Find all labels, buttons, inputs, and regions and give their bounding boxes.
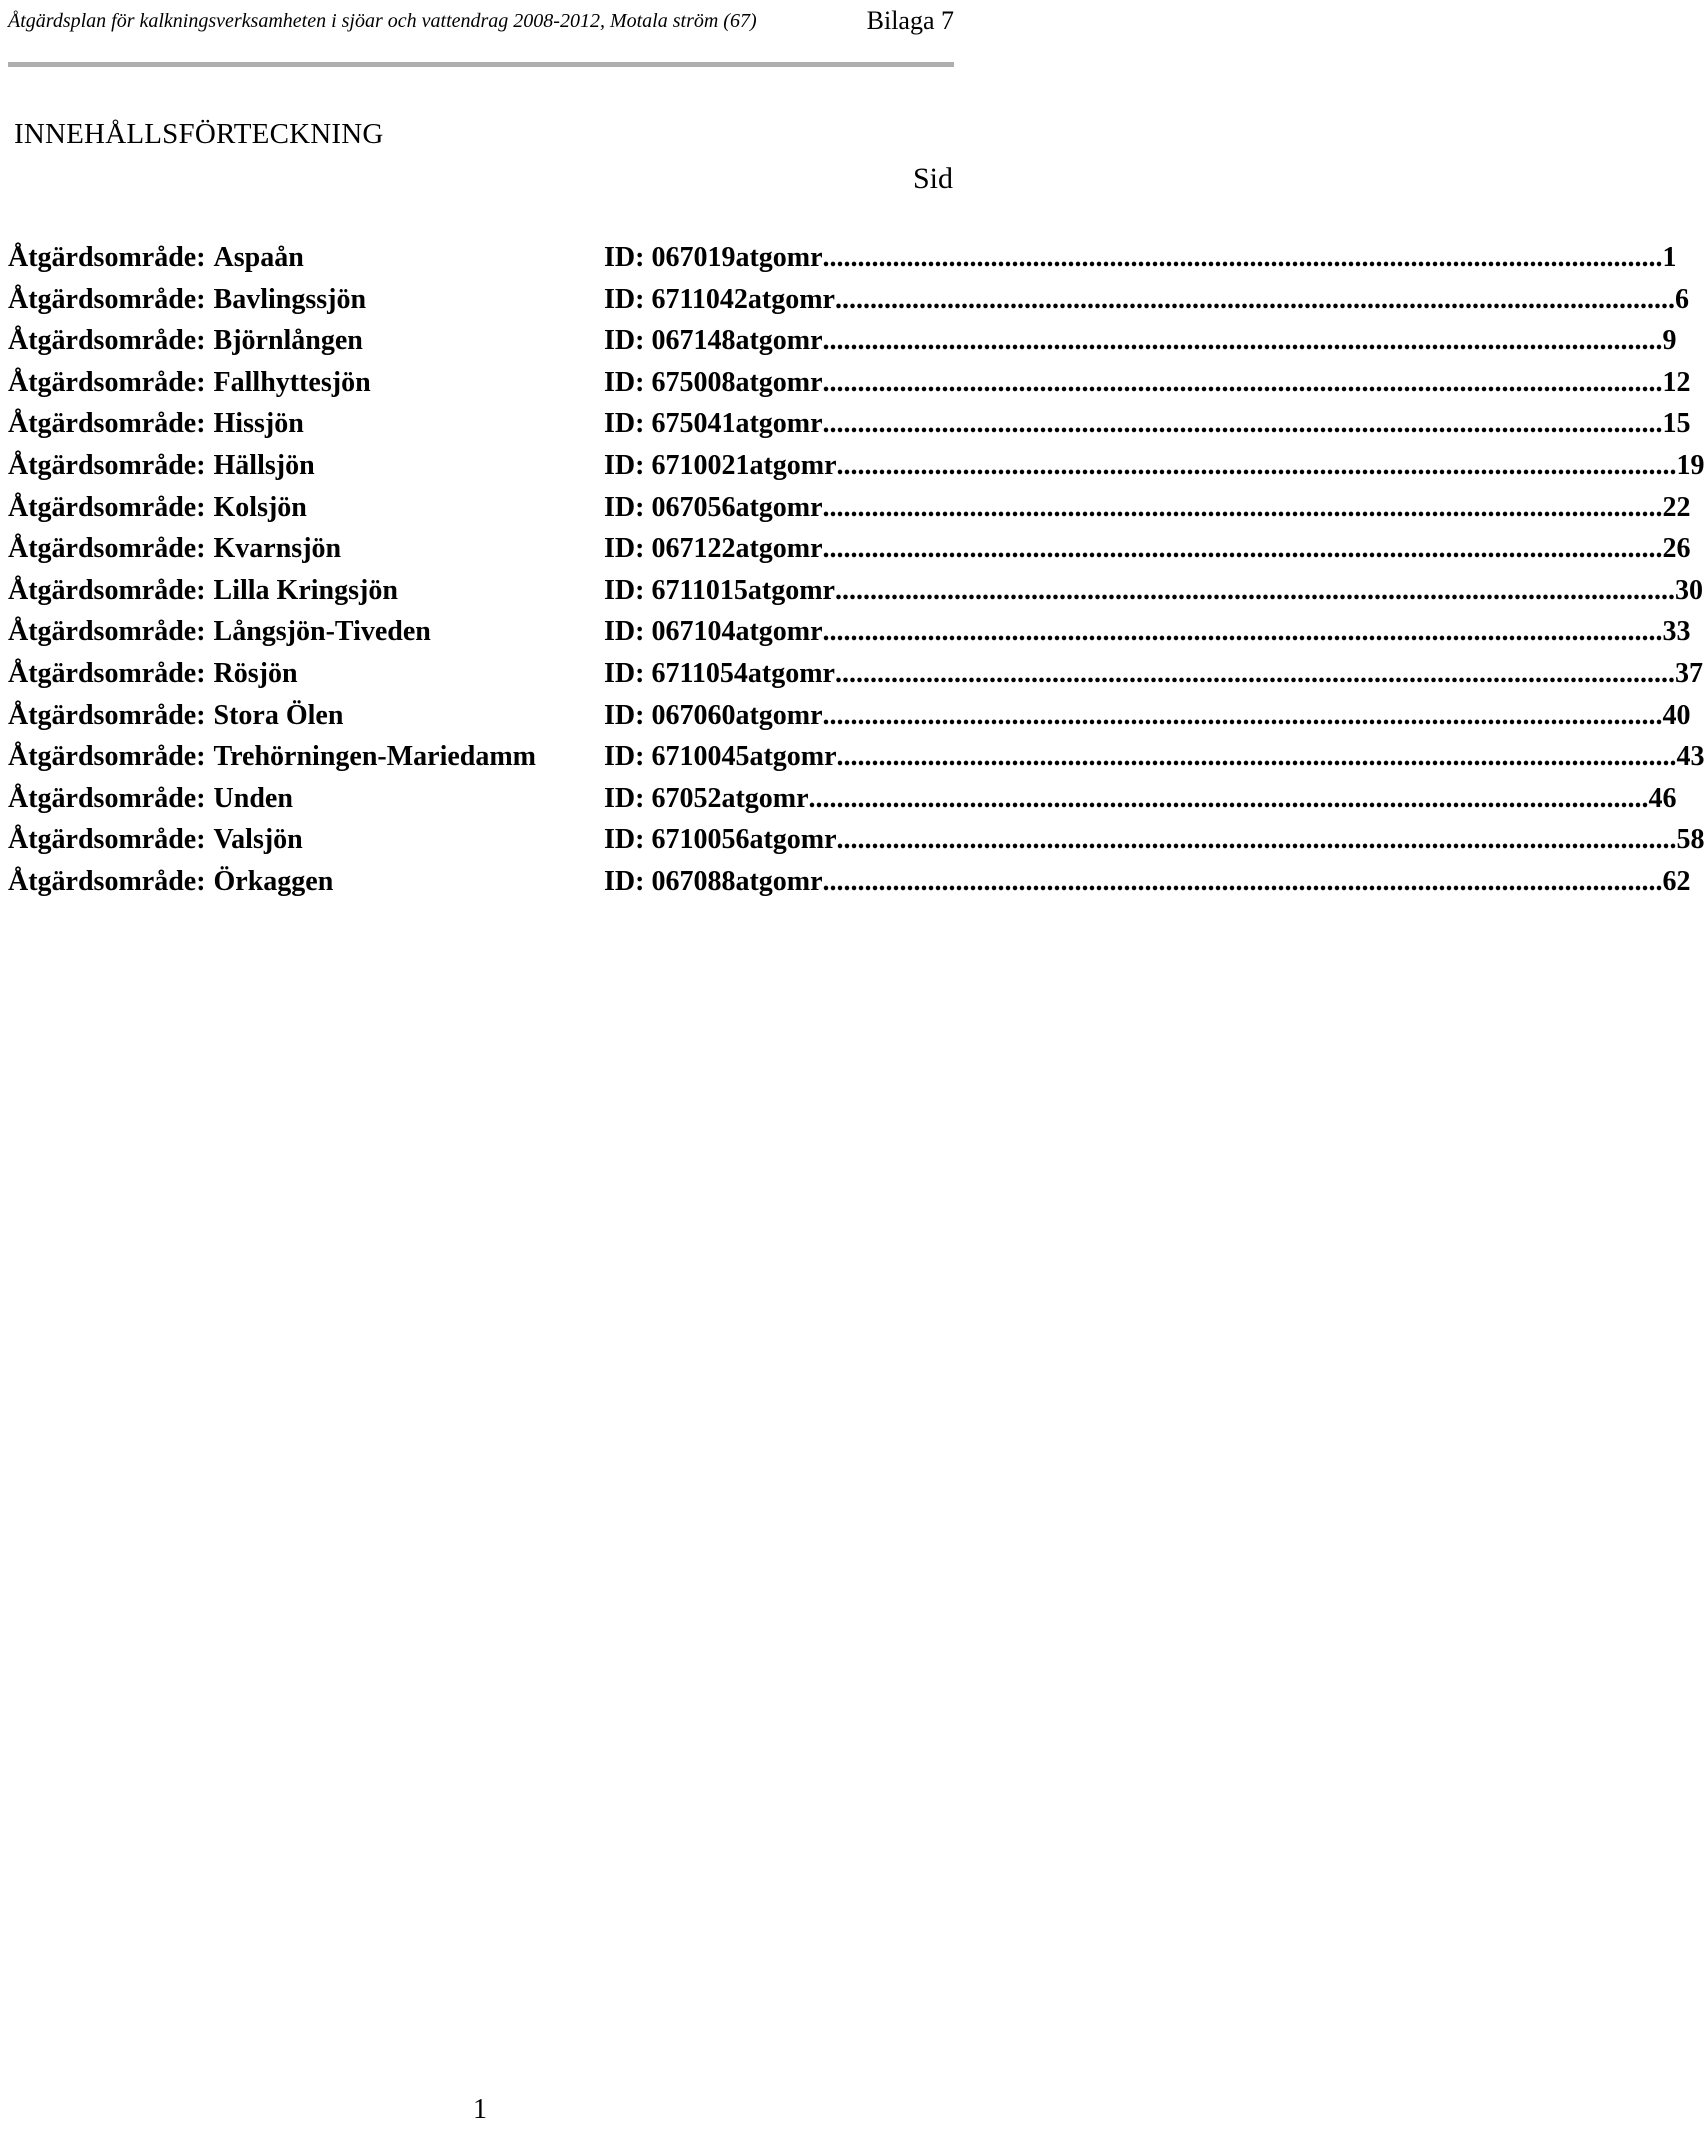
toc-entry-id: ID: 6710021atgomr (604, 449, 837, 481)
toc-entry-name: Björnlången (213, 325, 363, 357)
toc-entry[interactable] (8, 699, 1691, 742)
toc-entry-label: Åtgärdsområde: (8, 366, 206, 398)
toc-entry-name: Stora Ölen (213, 699, 344, 731)
dot-leader: ........................................................................................................................ (822, 616, 1663, 648)
toc-entry-title (8, 408, 304, 440)
toc-entry[interactable] (8, 782, 1677, 825)
toc-entry-id: ID: 675041atgomr (604, 408, 823, 440)
toc-entry[interactable] (8, 741, 1705, 783)
toc-entry-name: Valsjön (213, 824, 303, 856)
dot-leader: ........................................................................................................................ (834, 283, 1675, 315)
toc-entry-label: Åtgärdsområde: (8, 408, 206, 440)
toc-entry-name: Aspaån (213, 242, 304, 273)
dot-leader: ........................................................................................................................ (808, 782, 1649, 814)
toc-entry-title (8, 616, 431, 648)
toc-entry-title (8, 824, 303, 856)
toc-entry-name: Hissjön (213, 408, 304, 440)
page-header (8, 0, 954, 67)
toc-entry-reference (604, 408, 1691, 440)
toc-entry-label: Åtgärdsområde: (8, 491, 206, 523)
toc-entry-page: 62 (1662, 865, 1691, 897)
sid-column-label: Sid (912, 162, 953, 195)
toc-entry-label: Åtgärdsområde: (8, 865, 206, 897)
toc-entry-title (8, 658, 298, 690)
dot-leader: ........................................................................................................................ (836, 449, 1677, 481)
toc-entry[interactable] (8, 242, 1677, 284)
toc-entry-page: 26 (1662, 533, 1691, 565)
toc-entry-reference (604, 657, 1703, 690)
toc-entry-page: 1 (1662, 242, 1677, 273)
toc-entry[interactable] (8, 824, 1705, 866)
toc-entry-reference (604, 741, 1705, 773)
toc-entry-reference (604, 574, 1703, 607)
toc-entry-id: ID: 067122atgomr (604, 533, 823, 565)
toc-entry-reference (604, 699, 1691, 732)
toc-entry-page: 6 (1674, 283, 1689, 315)
toc-entry-page: 40 (1662, 699, 1691, 731)
toc-entry-id: ID: 067060atgomr (604, 699, 823, 731)
toc-entry-name: Bavlingssjön (213, 283, 367, 315)
toc-entry-page: 22 (1662, 491, 1691, 523)
toc-entry-label: Åtgärdsområde: (8, 449, 206, 481)
toc-entry-reference (604, 449, 1705, 482)
toc-entry-label: Åtgärdsområde: (8, 741, 206, 773)
toc-entry-title (8, 367, 371, 399)
toc-entry-page: 46 (1648, 782, 1677, 814)
toc-entry-reference (604, 325, 1677, 357)
toc-entry-title (8, 741, 536, 773)
toc-entry-id: ID: 6710056atgomr (604, 824, 837, 856)
dot-leader: ........................................................................................................................ (822, 699, 1663, 731)
toc-entry-reference (604, 283, 1689, 316)
toc-entry-label: Åtgärdsområde: (8, 242, 206, 273)
toc-entry-label: Åtgärdsområde: (8, 782, 206, 814)
toc-entry[interactable] (8, 283, 1689, 326)
toc-entry-name: Lilla Kringsjön (213, 574, 398, 606)
toc-entry-page: 33 (1662, 616, 1691, 648)
dot-leader: ........................................................................................................................ (822, 242, 1663, 273)
dot-leader: ........................................................................................................................ (834, 657, 1675, 689)
toc-entry-page: 15 (1662, 408, 1691, 440)
toc-entry-page: 58 (1676, 824, 1705, 856)
dot-leader: ........................................................................................................................ (822, 408, 1663, 440)
toc-entry-title (8, 700, 343, 732)
toc-entry-title (8, 866, 333, 898)
dot-leader: ........................................................................................................................ (822, 491, 1663, 523)
toc-entry-label: Åtgärdsområde: (8, 533, 206, 565)
toc-entry-id: ID: 6711015atgomr (604, 574, 835, 606)
toc-entry-reference (604, 824, 1705, 856)
toc-entry-label: Åtgärdsområde: (8, 325, 206, 357)
toc-entry-id: ID: 067019atgomr (604, 242, 823, 273)
toc-entry[interactable] (8, 449, 1705, 492)
toc-entry[interactable] (8, 366, 1691, 409)
toc-entry-page: 43 (1676, 741, 1705, 773)
toc-entry-title (8, 533, 341, 565)
toc-entry-page: 37 (1674, 657, 1703, 689)
dot-leader: ........................................................................................................................ (822, 533, 1663, 565)
toc-entry-name: Långsjön-Tiveden (213, 616, 431, 648)
toc-entry-reference (604, 533, 1691, 565)
toc-list (8, 242, 1705, 908)
toc-entry-page: 9 (1662, 325, 1677, 357)
toc-entry-reference (604, 491, 1691, 524)
toc-entry-id: ID: 067056atgomr (604, 491, 823, 523)
toc-entry-id: ID: 675008atgomr (604, 366, 823, 398)
toc-entry[interactable] (8, 616, 1691, 658)
toc-entry-reference (604, 782, 1677, 815)
toc-entry-title (8, 575, 398, 607)
dot-leader: ........................................................................................................................ (834, 574, 1675, 606)
toc-entry[interactable] (8, 408, 1691, 450)
toc-entry-reference (604, 242, 1677, 274)
toc-entry-name: Örkaggen (213, 865, 334, 897)
toc-entry-id: ID: 067104atgomr (604, 616, 823, 648)
toc-entry-id: ID: 067088atgomr (604, 865, 823, 897)
toc-entry[interactable] (8, 865, 1691, 908)
toc-entry-name: Kolsjön (213, 491, 307, 523)
toc-entry-name: Unden (213, 782, 293, 814)
toc-entry-page: 30 (1674, 574, 1703, 606)
toc-entry-title (8, 284, 366, 316)
toc-entry-title (8, 325, 363, 357)
toc-entry-title (8, 783, 293, 815)
toc-entry-name: Trehörningen-Mariedamm (213, 741, 537, 773)
toc-entry-page: 12 (1662, 366, 1691, 398)
toc-entry-label: Åtgärdsområde: (8, 699, 206, 731)
toc-entry-title (8, 450, 315, 482)
toc-entry-name: Kvarnsjön (213, 533, 342, 565)
toc-entry-label: Åtgärdsområde: (8, 657, 206, 689)
toc-entry-id: ID: 67052atgomr (604, 782, 809, 814)
toc-entry-id: ID: 6710045atgomr (604, 741, 837, 773)
toc-entry-name: Hällsjön (213, 449, 315, 481)
toc-entry-title (8, 242, 304, 274)
toc-entry-label: Åtgärdsområde: (8, 616, 206, 648)
toc-entry-label: Åtgärdsområde: (8, 574, 206, 606)
toc-entry[interactable] (8, 657, 1703, 700)
toc-entry-name: Rösjön (213, 657, 298, 689)
toc-entry[interactable] (8, 574, 1703, 617)
header-bilaga: Bilaga 7 (866, 6, 954, 35)
toc-entry-reference (604, 865, 1691, 898)
toc-entry-id: ID: 067148atgomr (604, 325, 823, 357)
toc-entry-name: Fallhyttesjön (213, 366, 371, 398)
header-title: Åtgärdsplan för kalkningsverksamheten i sjöar och vattendrag 2008-2012, Motala ström (67) (8, 10, 757, 32)
toc-entry-id: ID: 6711054atgomr (604, 657, 835, 689)
dot-leader: ........................................................................................................................ (822, 865, 1663, 897)
toc-entry-page: 19 (1676, 449, 1705, 481)
toc-entry-reference (604, 616, 1691, 648)
toc-entry[interactable] (8, 533, 1691, 575)
dot-leader: ........................................................................................................................ (822, 325, 1663, 357)
dot-leader: ........................................................................................................................ (822, 366, 1663, 398)
toc-entry-id: ID: 6711042atgomr (604, 283, 835, 315)
toc-entry[interactable] (8, 325, 1677, 367)
page-number: 1 (473, 2094, 487, 2125)
dot-leader: ........................................................................................................................ (836, 824, 1677, 856)
toc-entry-title (8, 492, 307, 524)
dot-leader: ........................................................................................................................ (836, 741, 1677, 773)
toc-entry-reference (604, 366, 1691, 399)
toc-heading: INNEHÅLLSFÖRTECKNING (14, 118, 384, 150)
toc-entry[interactable] (8, 491, 1691, 534)
toc-entry-label: Åtgärdsområde: (8, 283, 206, 315)
toc-entry-label: Åtgärdsområde: (8, 824, 206, 856)
